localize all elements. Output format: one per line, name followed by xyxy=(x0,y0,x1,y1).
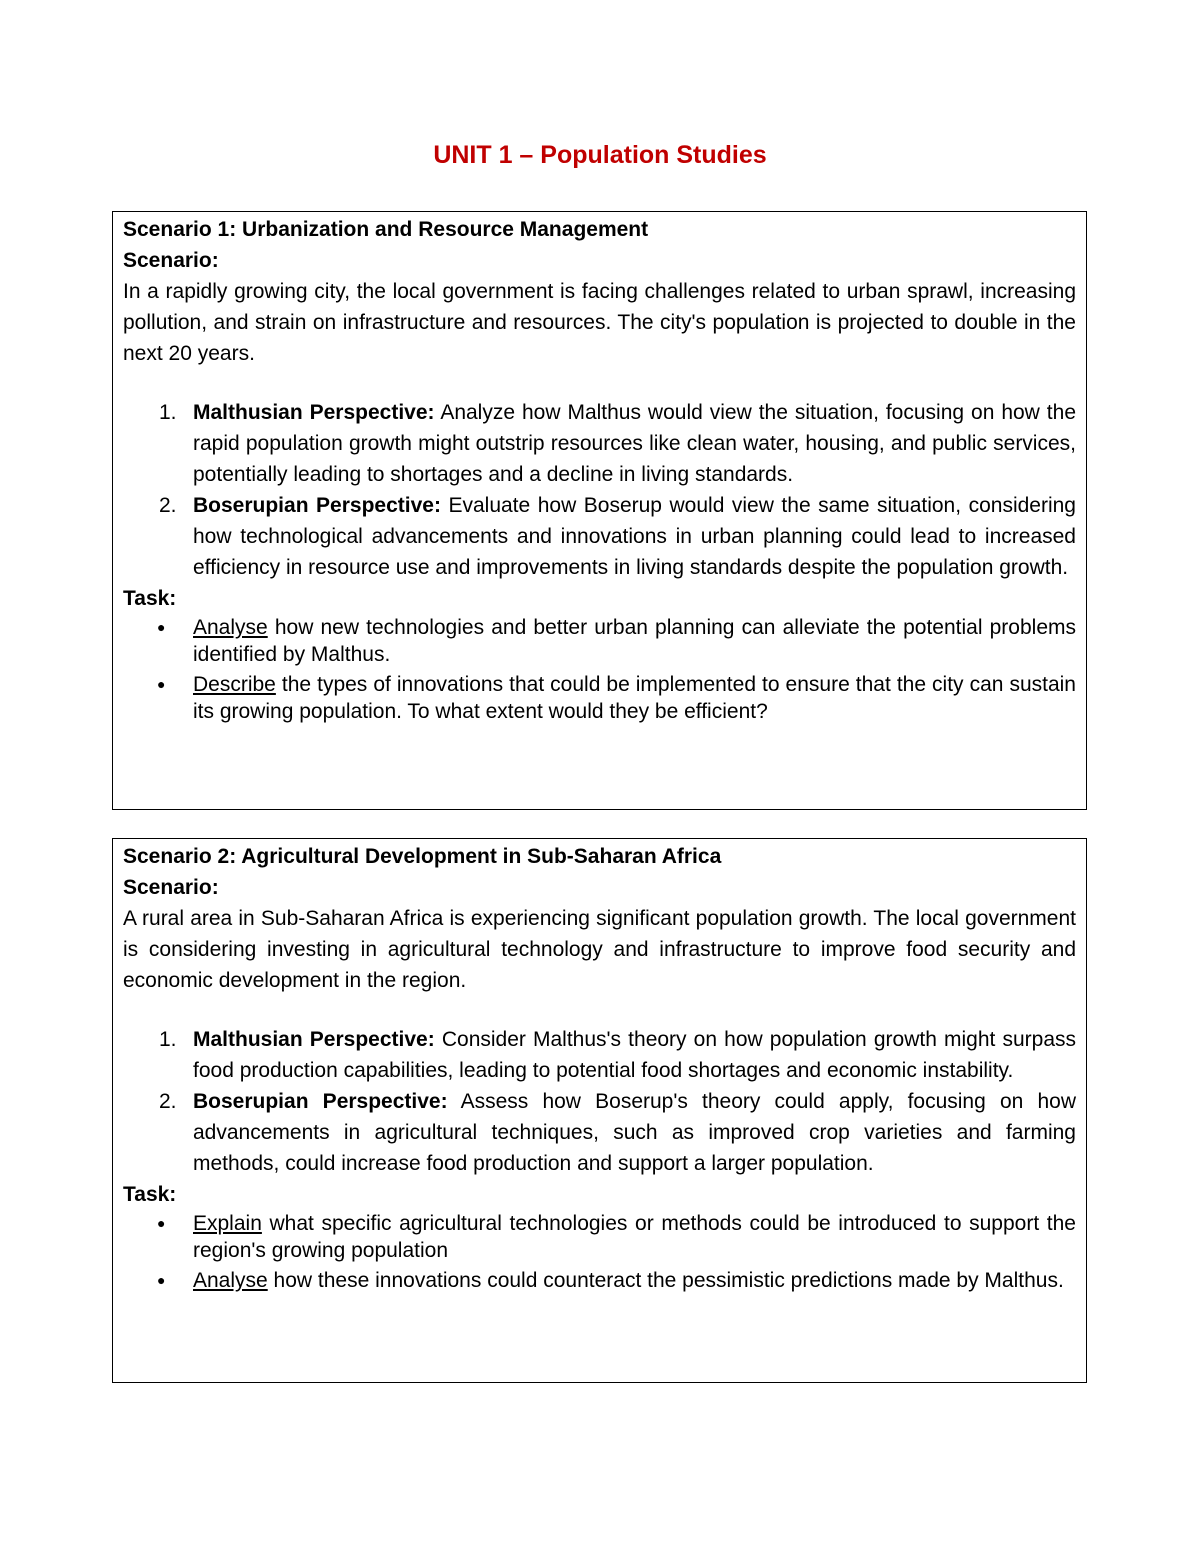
task-body: the types of innovations that could be implemented to ensure that the city can sustain its growing population. To what extent would they be efficient? xyxy=(193,673,1076,723)
scenario-heading: Scenario 2: Agricultural Development in Sub-Saharan Africa xyxy=(123,845,722,868)
perspective-body: Consider Malthus's theory on how population growth might surpass food production capabilities, leading to potential food shortages and economic instability. xyxy=(193,1028,1077,1082)
scenario-subheading: Scenario: xyxy=(123,876,219,899)
scenario-intro: A rural area in Sub-Saharan Africa is experiencing significant population growth. The local government is considering investing in agricultural technology and infrastructure to improve food security and economic development in the region. xyxy=(123,907,1076,992)
list-number: 1. xyxy=(159,401,177,424)
task-text xyxy=(193,671,1076,725)
spacer xyxy=(123,996,1076,1024)
perspective-item xyxy=(123,397,1076,490)
perspective-label: Boserupian Perspective: xyxy=(193,494,441,517)
scenario-subheading: Scenario: xyxy=(123,249,219,272)
scenario-2-box xyxy=(112,838,1087,1383)
tasks-list xyxy=(123,1210,1076,1294)
page-title-text: UNIT 1 – Population Studies xyxy=(433,141,767,169)
perspective-text xyxy=(193,1086,1076,1179)
task-verb: Analyse xyxy=(193,1269,268,1292)
list-number: 2. xyxy=(159,1090,177,1113)
task-text xyxy=(193,1210,1076,1264)
perspective-text xyxy=(193,1024,1076,1086)
scenario-heading: Scenario 1: Urbanization and Resource Management xyxy=(123,218,649,241)
perspective-item xyxy=(123,1086,1076,1179)
task-item xyxy=(123,614,1076,668)
perspective-body: Evaluate how Boserup would view the same situation, considering how technological advancements and innovations in urban planning could lead to increased efficiency in resource use and improvements in living standards despite the population growth. xyxy=(193,494,1076,579)
spacer xyxy=(123,369,1076,397)
perspective-label: Malthusian Perspective: xyxy=(193,401,435,424)
perspectives-list xyxy=(123,397,1076,583)
task-text xyxy=(193,614,1076,668)
bullet-icon: ● xyxy=(157,1272,166,1288)
task-verb: Describe xyxy=(193,673,276,696)
task-body: how these innovations could counteract the pessimistic predictions made by Malthus. xyxy=(267,1269,1064,1292)
perspective-body: Analyze how Malthus would view the situation, focusing on how the rapid population growth might outstrip resources like clean water, housing, and public services, potentially leading to shortages and a decline in living standards. xyxy=(193,401,1076,486)
tasks-list xyxy=(123,614,1076,725)
bullet-icon: ● xyxy=(157,676,166,692)
bullet-icon: ● xyxy=(157,619,166,635)
perspective-body: Assess how Boserup's theory could apply, focusing on how advancements in agricultural techniques, such as improved crop varieties and farming methods, could increase food production and support a larger population. xyxy=(193,1090,1076,1175)
perspective-item xyxy=(123,1024,1076,1086)
perspective-label: Boserupian Perspective: xyxy=(193,1090,448,1113)
task-text xyxy=(193,1267,1076,1294)
task-heading: Task: xyxy=(123,587,177,610)
task-item xyxy=(123,671,1076,725)
task-item xyxy=(123,1210,1076,1264)
perspective-text xyxy=(193,490,1076,583)
task-body: how new technologies and better urban planning can alleviate the potential problems identified by Malthus. xyxy=(193,616,1076,666)
scenario-1-box xyxy=(112,211,1087,810)
page-title xyxy=(0,138,1200,172)
task-heading: Task: xyxy=(123,1183,177,1206)
perspective-item xyxy=(123,490,1076,583)
perspectives-list xyxy=(123,1024,1076,1179)
task-verb: Explain xyxy=(193,1212,262,1235)
list-number: 1. xyxy=(159,1028,177,1051)
list-number: 2. xyxy=(159,494,177,517)
scenario-intro: In a rapidly growing city, the local government is facing challenges related to urban sprawl, increasing pollution, and strain on infrastructure and resources. The city's population is projected to double in the next 20 years. xyxy=(123,280,1076,365)
task-verb: Analyse xyxy=(193,616,268,639)
task-item xyxy=(123,1267,1076,1294)
perspective-text xyxy=(193,397,1076,490)
perspective-label: Malthusian Perspective: xyxy=(193,1028,435,1051)
bullet-icon: ● xyxy=(157,1215,166,1231)
task-body: what specific agricultural technologies or methods could be introduced to support the region's growing population xyxy=(193,1212,1076,1262)
